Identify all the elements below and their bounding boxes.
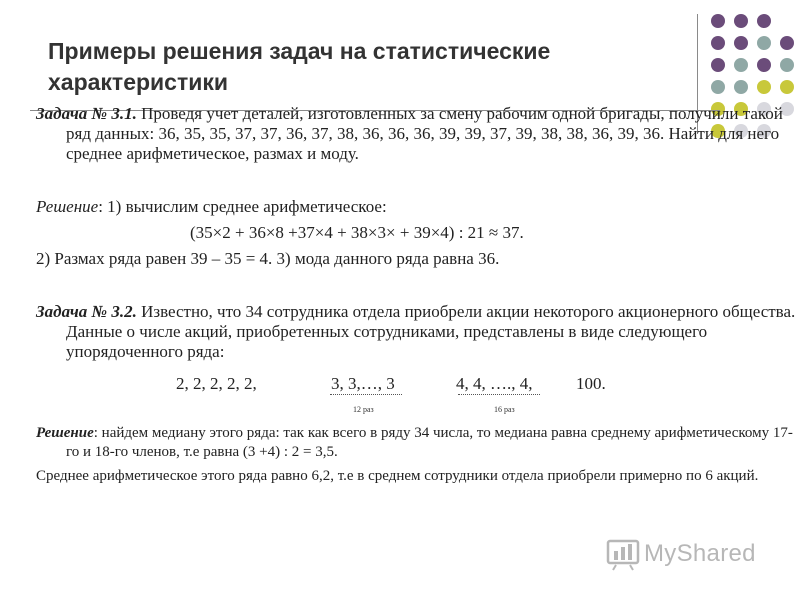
- reps-fours: 16 раз: [494, 405, 515, 414]
- sequence-threes: 3, 3,…, 3: [331, 374, 395, 393]
- slide-title: Примеры решения задач на статистические характеристики: [48, 38, 551, 95]
- dot: [780, 80, 794, 94]
- task2-solution-text: : найдем медиану этого ряда: так как всего в ряду 34 числа, то медиана равна среднему арифметическому 17-го и 18-го членов, т.е равна (3 +4) : 2 = 3,5.: [66, 425, 793, 460]
- task1-formula: (35×2 + 36×8 +37×4 + 38×3× + 39×4) : 21 ≈ 37.: [190, 223, 524, 242]
- task1-solution-label: Решение: [36, 197, 99, 216]
- watermark-text: MyShared: [644, 540, 756, 567]
- dot: [711, 58, 725, 72]
- dot: [757, 58, 771, 72]
- task2-text: Известно, что 34 сотрудника отдела приобрели акции некоторого акционерного общества. Данные о числе акций, приобретенных сотрудниками, представлены в виде следующего упорядоченного ряда:: [66, 302, 796, 361]
- dot: [757, 14, 771, 28]
- dot: [734, 36, 748, 50]
- task1-range-mode: 2) Размах ряда равен 39 – 35 = 4. 3) мода данного ряда равна 36.: [36, 249, 500, 268]
- task1-solution-text: : 1) вычислим среднее арифметическое:: [98, 197, 387, 216]
- task1-statement: [36, 104, 796, 164]
- task1-solution: [36, 197, 766, 217]
- task2-statement: [36, 302, 796, 362]
- fours-underline: [458, 394, 540, 395]
- dot: [734, 14, 748, 28]
- task1-label: Задача № 3.1.: [36, 104, 137, 123]
- threes-underline: [330, 394, 402, 395]
- dot: [780, 36, 794, 50]
- reps-threes: 12 раз: [353, 405, 374, 414]
- dot: [734, 80, 748, 94]
- task2-label: Задача № 3.2.: [36, 302, 137, 321]
- sequence-fours: 4, 4, …., 4,: [456, 374, 533, 393]
- dot: [734, 58, 748, 72]
- sequence-twos: 2, 2, 2, 2, 2,: [176, 374, 257, 393]
- dot: [711, 36, 725, 50]
- dot: [711, 80, 725, 94]
- dot: [757, 80, 771, 94]
- task2-solution: [36, 424, 796, 462]
- task1-text: Проведя учет деталей, изготовленных за смену рабочим одной бригады, получили такой ряд данных: 36, 35, 35, 37, 37, 36, 37, 38, 36, 36, 36, 39, 39, 37, 39, 38, 38, 36, 39, 36. Найти для него среднее арифметическое, размах и моду.: [66, 104, 783, 163]
- dot: [711, 14, 725, 28]
- dot: [757, 36, 771, 50]
- task2-solution-label: Решение: [36, 425, 94, 441]
- task2-mean: Среднее арифметическое этого ряда равно 6,2, т.е в среднем сотрудники отдела приобрели примерно по 6 акций.: [36, 468, 759, 484]
- dot: [780, 58, 794, 72]
- sequence-hundred: 100.: [576, 374, 606, 393]
